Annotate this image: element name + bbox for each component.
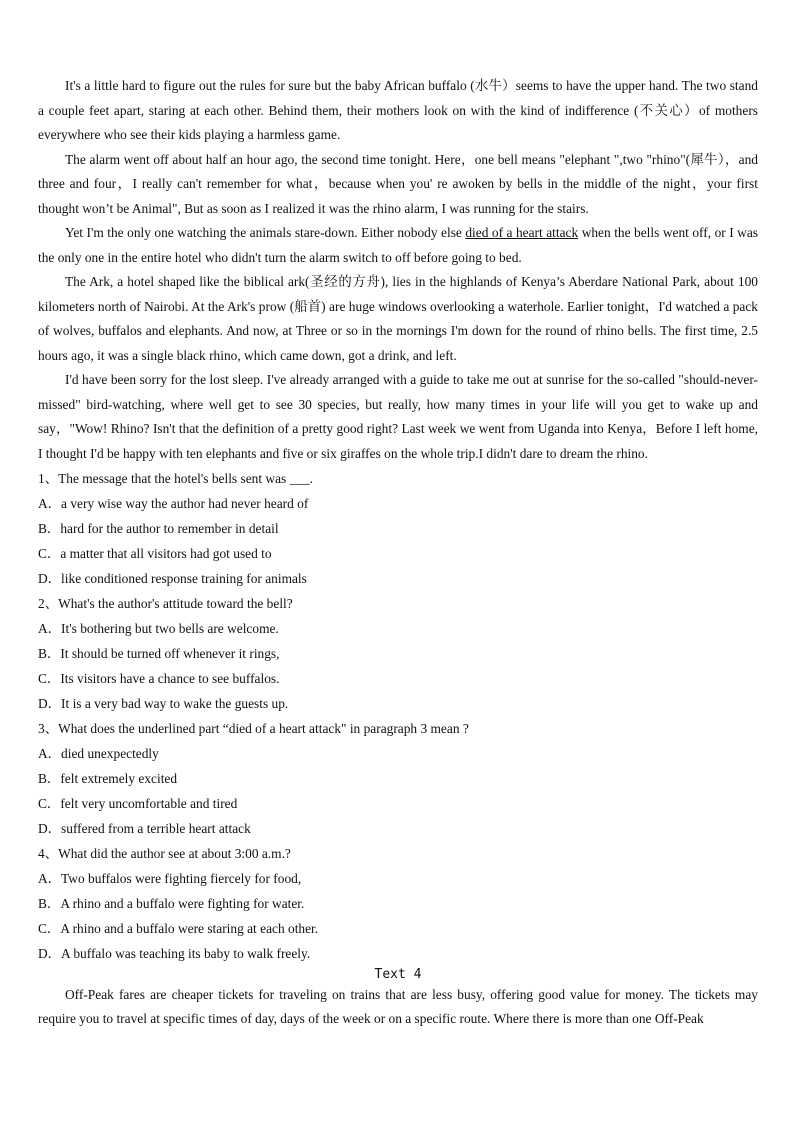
question-4	[38, 841, 758, 966]
question-stem: 4、What did the author see at about 3:00 a.m.?	[38, 846, 291, 861]
question-stem: 3、What does the underlined part “died of a heart attack" in paragraph 3 mean ?	[38, 721, 469, 736]
question-stem: 1、The message that the hotel's bells sent was ___.	[38, 471, 314, 486]
document-page	[38, 74, 758, 1031]
underlined-phrase: died of a heart attack	[465, 225, 579, 240]
passage-paragraph-4: The Ark, a hotel shaped like the biblical ark(圣经的方舟), lies in the highlands of Kenya’s Aberdare National Park, about 100 kilometers north of Nairobi. At the Ark's prow (船首) are huge windows overlooking a waterhole. Earlier tonight，I'd watched a pack of wolves, buffalos and elephants. And now, at Three or so in the mornings I'm down for the round of rhino bells. The first time, 2.5 hours ago, it was a single black rhino, which came down, got a drink, and left.	[38, 274, 758, 363]
answer-option-d: D．It is a very bad way to wake the guests up.	[38, 696, 289, 711]
answer-option-c: C．Its visitors have a chance to see buffalos.	[38, 671, 280, 686]
passage-paragraph-5: I'd have been sorry for the lost sleep. I've already arranged with a guide to take me out at sunrise for the so-called "should-never-missed" bird-watching, where well get to see 30 species, but really, how many times in your life will you get to wake up and say，"Wow! Rhino? Isn't that the definition of a pretty good right? Last week we went from Uganda into Kenya，Before I left home, I thought I'd be happy with ten elephants and five or six giraffes on the whole trip.I didn't dare to dream the rhino.	[38, 372, 758, 461]
answer-option-a: A．It's bothering but two bells are welcome.	[38, 621, 279, 636]
section-heading: Text 4	[374, 967, 422, 982]
passage-paragraph-3	[38, 221, 758, 270]
answer-option-d: D．like conditioned response training for animals	[38, 571, 307, 586]
answer-option-a: A．died unexpectedly	[38, 746, 159, 761]
answer-option-b: B．hard for the author to remember in detail	[38, 521, 279, 536]
answer-option-c: C．A rhino and a buffalo were staring at each other.	[38, 921, 319, 936]
answer-option-d: D．suffered from a terrible heart attack	[38, 821, 251, 836]
answer-option-a: A．Two buffalos were fighting fiercely for food,	[38, 871, 302, 886]
answer-option-c: C．felt very uncomfortable and tired	[38, 796, 238, 811]
question-1	[38, 466, 758, 591]
passage-paragraph-2: The alarm went off about half an hour ago, the second time tonight. Here，one bell means "elephant ",two "rhino"(犀牛），and three and four，I really can't remember for what，because when you' re awoken by bells in the middle of the night，your first thought won’t be Animal", But as soon as I realized it was the rhino alarm, I was running for the stairs.	[38, 151, 758, 216]
question-stem: 2、What's the author's attitude toward the bell?	[38, 596, 293, 611]
answer-option-a: A．a very wise way the author had never heard of	[38, 496, 309, 511]
paragraph-3-text-after: when the bells went off, or I was the only one in the entire hotel who didn't turn the alarm switch to off before going to bed.	[38, 225, 758, 265]
paragraph-3-text-before: Yet I'm the only one watching the animals stare-down. Either nobody else	[65, 225, 466, 240]
question-2	[38, 591, 758, 716]
answer-option-d: D．A buffalo was teaching its baby to walk freely.	[38, 946, 311, 961]
answer-option-b: B．It should be turned off whenever it rings,	[38, 646, 280, 661]
answer-option-b: B．A rhino and a buffalo were fighting for water.	[38, 896, 305, 911]
question-3	[38, 716, 758, 841]
answer-option-b: B．felt extremely excited	[38, 771, 178, 786]
passage-paragraph-1: It's a little hard to figure out the rules for sure but the baby African buffalo (水牛）seems to have the upper hand. The two stand a couple feet apart, staring at each other. Behind them, their mothers look on with the kind of indifference (不关心）of mothers everywhere who see their kids playing a harmless game.	[38, 78, 758, 142]
text4-paragraph-1: Off-Peak fares are cheaper tickets for traveling on trains that are less busy, offering good value for money. The tickets may require you to travel at specific times of day, days of the week or on a specific route. Where there is more than one Off-Peak	[38, 987, 758, 1026]
answer-option-c: C．a matter that all visitors had got used to	[38, 546, 272, 561]
